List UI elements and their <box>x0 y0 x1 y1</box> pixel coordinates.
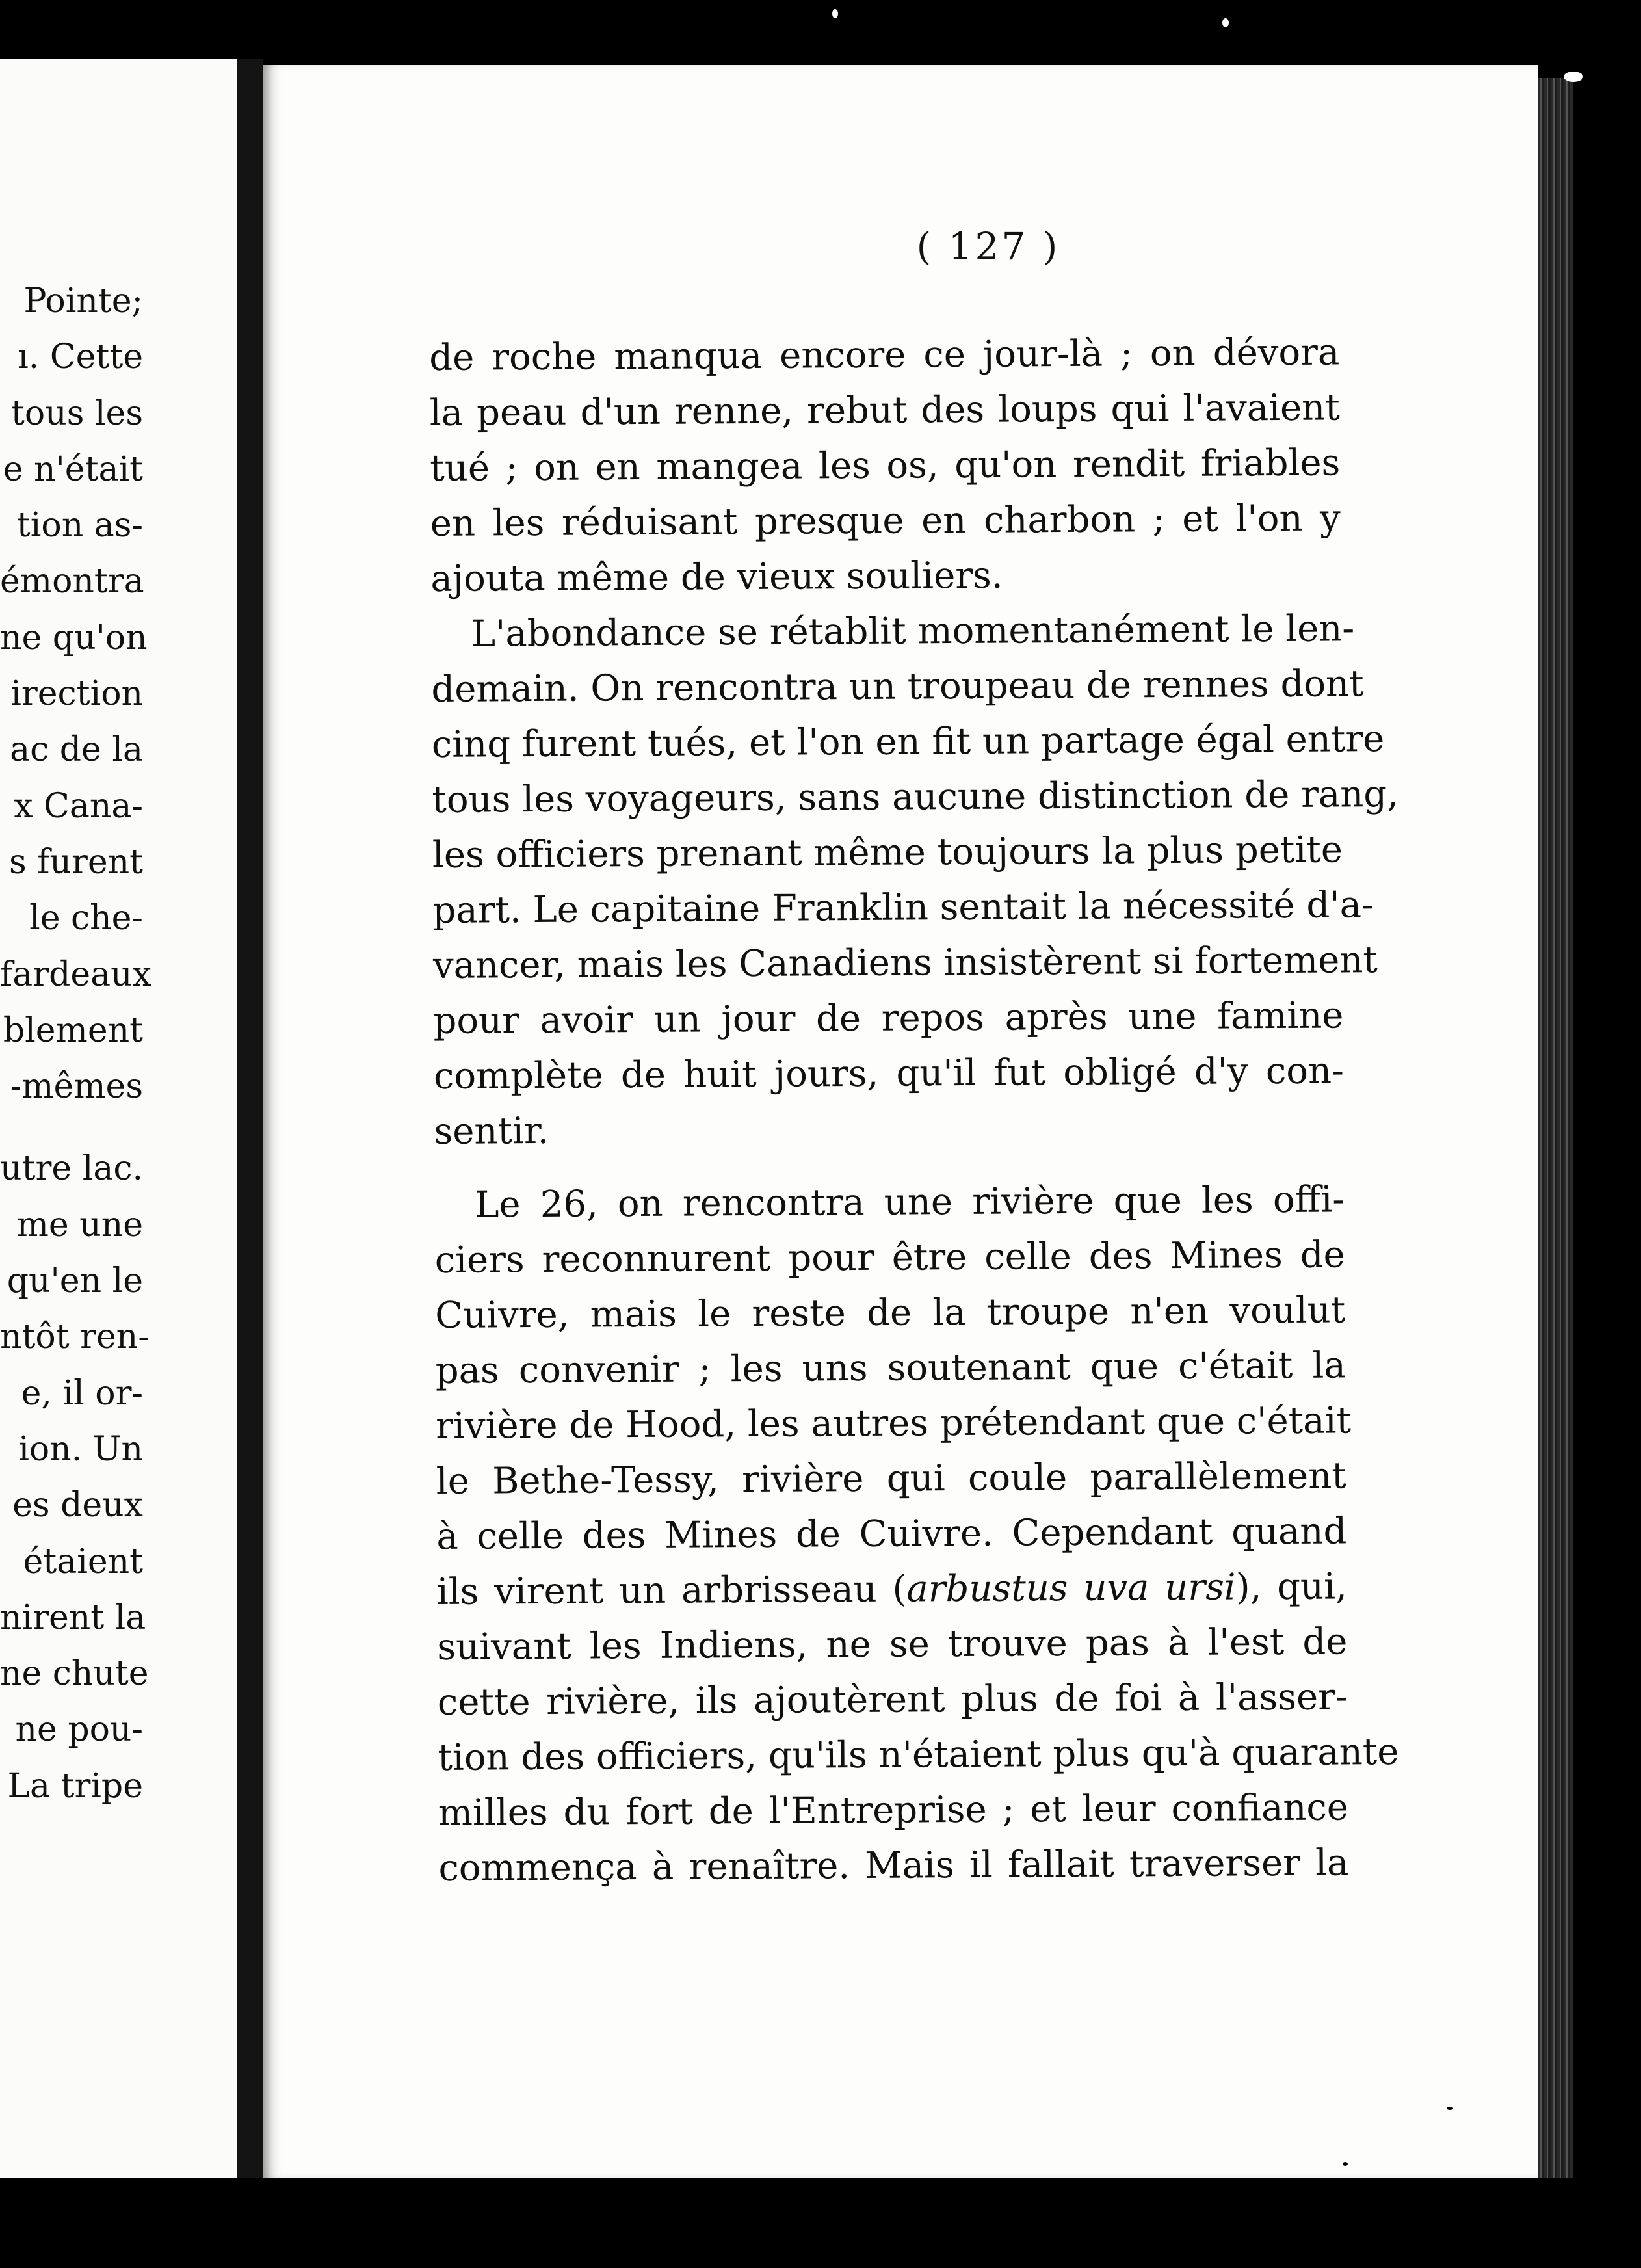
left-line: Pointe; <box>23 282 143 321</box>
text-line: L'abondance se rétablit momentanément le len- <box>471 607 1355 655</box>
left-line: ne qu'on <box>0 618 148 657</box>
text-line: ajouta même de vieux souliers. <box>430 554 1003 600</box>
text-line: cette rivière, ils ajoutèrent plus de foi à l'asser- <box>437 1676 1348 1724</box>
left-line: tous les <box>11 393 143 433</box>
text-line: de roche manqua encore ce jour-là ; on dévora <box>429 331 1340 379</box>
text-line: demain. On rencontra un troupeau de rennes dont <box>431 663 1364 711</box>
left-line: qu'en le <box>7 1261 143 1301</box>
left-line: le che- <box>29 899 143 938</box>
left-line: ac de la <box>10 730 143 770</box>
text-line: tué ; on en mangea les os, qu'on rendit friables <box>430 442 1341 490</box>
main-page <box>263 65 1538 2178</box>
left-line: es deux <box>12 1486 143 1525</box>
left-line: me une <box>16 1205 143 1245</box>
text-run: ), qui, <box>1235 1565 1348 1609</box>
left-line: La tripe <box>7 1766 143 1806</box>
text-line: pour avoir un jour de repos après une famine <box>433 994 1344 1042</box>
left-line: ne chute <box>0 1654 149 1694</box>
book-gutter <box>237 59 263 2178</box>
page-number: ( 127 ) <box>916 224 1060 269</box>
left-line: ion. Un <box>18 1429 143 1469</box>
left-line: blement <box>3 1010 143 1050</box>
text-line: en les réduisant presque en charbon ; et l'on y <box>430 497 1341 545</box>
left-line: étaient <box>23 1542 143 1581</box>
scan-speck <box>832 9 838 18</box>
text-line: vancer, mais les Canadiens insistèrent si fortement <box>432 939 1378 987</box>
text-line: commença à renaître. Mais il fallait traverser la <box>438 1841 1349 1890</box>
scan-speck <box>1564 72 1583 82</box>
left-line: irection <box>10 674 143 714</box>
left-line: ne pou- <box>15 1710 143 1750</box>
text-line: pas convenir ; les uns soutenant que c'était la <box>435 1344 1346 1392</box>
text-line: tous les voyageurs, sans aucune distinction de rang, <box>432 772 1399 821</box>
text-line: le Bethe-Tessy, rivière qui coule parallèlement <box>436 1455 1346 1503</box>
left-line: émontra <box>0 562 144 601</box>
left-line: e n'était <box>3 449 143 489</box>
left-line: tion as- <box>16 506 143 546</box>
left-line: e, il or- <box>21 1373 143 1413</box>
left-facing-page <box>0 59 237 2178</box>
scan-speck <box>1343 2162 1348 2166</box>
text-line: Le 26, on rencontra une rivière que les offi- <box>475 1178 1345 1226</box>
text-line: complète de huit jours, qu'il fut obligé d'y con- <box>433 1049 1345 1098</box>
text-run: ils virent un arbrisseau ( <box>436 1568 907 1613</box>
text-line: à celle des Mines de Cuivre. Cependant quand <box>436 1510 1347 1558</box>
text-line: ciers reconnurent pour être celle des Mines de <box>434 1233 1345 1282</box>
text-line: suivant les Indiens, ne se trouve pas à l'est de <box>437 1620 1348 1668</box>
text-line: Cuivre, mais le reste de la troupe n'en voulut <box>435 1289 1346 1337</box>
left-line: utre lac. <box>0 1149 143 1189</box>
text-line: milles du fort de l'Entreprise ; et leur confiance <box>438 1786 1349 1834</box>
left-line: nirent la <box>0 1598 146 1637</box>
page-edges <box>1538 78 1573 2178</box>
scan-speck <box>1222 18 1229 27</box>
text-line: les officiers prenant même toujours la plus petite <box>432 828 1343 877</box>
text-line-with-italic <box>437 1559 1347 1620</box>
left-line: ntôt ren- <box>0 1317 150 1357</box>
left-page-text <box>0 273 215 1814</box>
left-line: fardeaux <box>0 955 151 994</box>
left-line: s furent <box>9 842 143 882</box>
text-line: la peau d'un renne, rebut des loups qui l'avaient <box>429 386 1340 434</box>
scan-speck <box>1447 2107 1453 2110</box>
text-line: cinq furent tués, et l'on en fit un partage égal entre <box>431 718 1385 766</box>
text-line: rivière de Hood, les autres prétendant que c'était <box>436 1399 1352 1447</box>
latin-plant-name: arbustus uva ursi <box>906 1566 1236 1611</box>
body-text <box>429 324 1399 1896</box>
text-line: tion des officiers, qu'ils n'étaient plus qu'à quarante <box>438 1730 1399 1779</box>
left-line: ı. Cette <box>18 337 143 377</box>
left-line: x Cana- <box>14 786 143 826</box>
left-line: -mêmes <box>10 1067 143 1107</box>
text-line: part. Le capitaine Franklin sentait la nécessité d'a- <box>432 884 1374 932</box>
text-line: sentir. <box>434 1109 549 1153</box>
